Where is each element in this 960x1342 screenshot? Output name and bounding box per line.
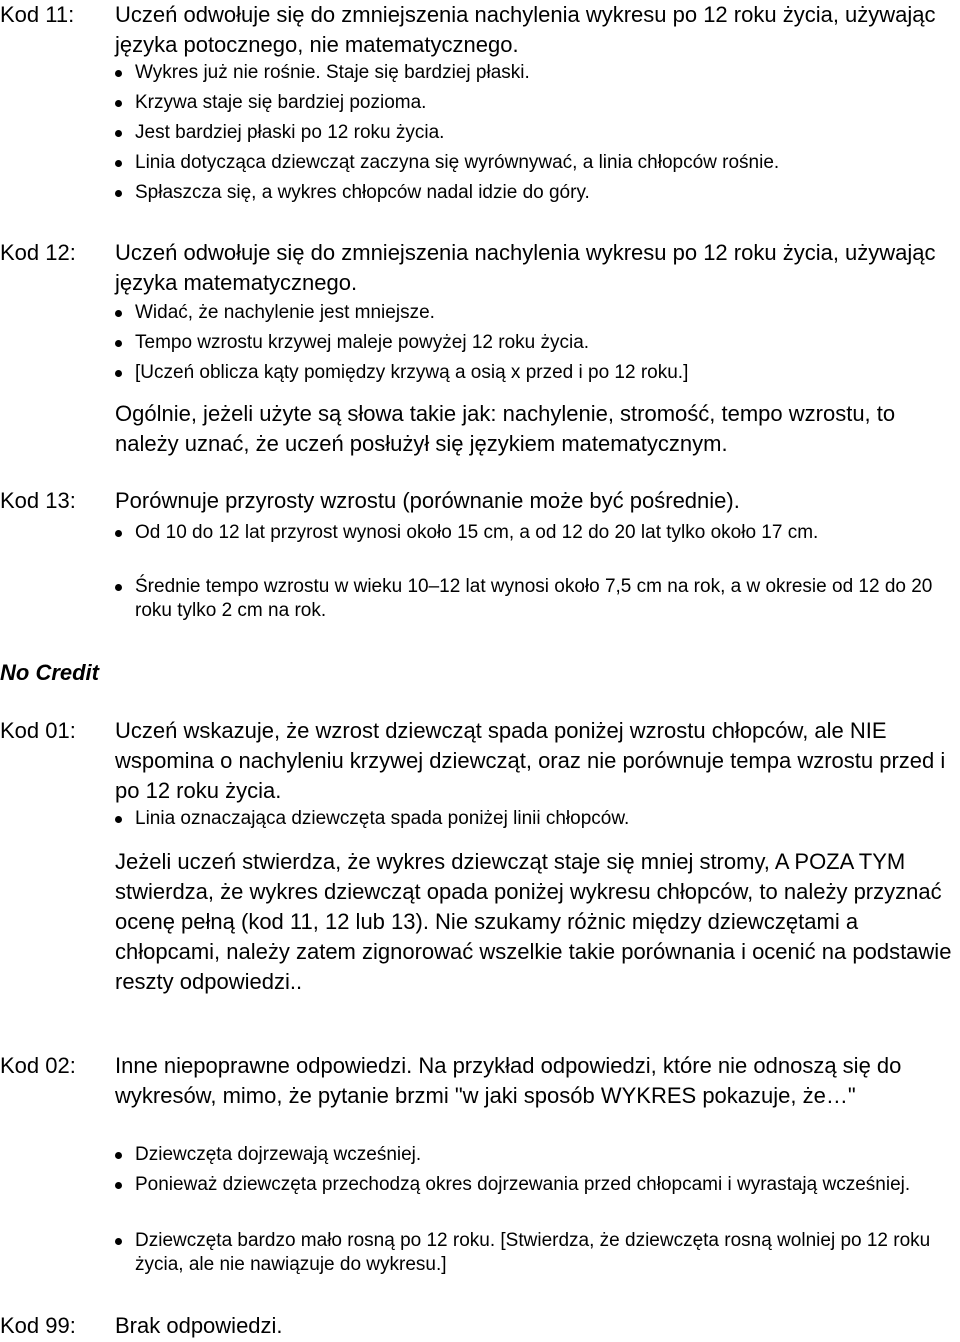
bullet-icon <box>115 130 122 137</box>
bullet-icon <box>115 160 122 167</box>
list-item: Średnie tempo wzrostu w wieku 10–12 lat wynosi około 7,5 cm na rok, a w okresie od 12 do 20 roku tylko 2 cm na rok. <box>112 575 956 629</box>
list-item: Krzywa staje się bardziej pozioma. <box>112 91 956 121</box>
list-item: Dziewczęta bardzo mało rosną po 12 roku. [Stwierdza, że dziewczęta rosną wolniej po 12 roku życia, ale nie nawiązuje do wykresu.] <box>112 1229 956 1283</box>
bullet-icon <box>115 1238 122 1245</box>
bullet-icon <box>115 340 122 347</box>
no-credit-heading: No Credit <box>0 660 99 685</box>
list-item: Tempo wzrostu krzywej maleje powyżej 12 roku życia. <box>112 331 956 361</box>
list-item: Widać, że nachylenie jest mniejsze. <box>112 301 956 331</box>
kod13-label: Kod 13: <box>0 488 76 513</box>
bullet-icon <box>115 1182 122 1189</box>
list-item: [Uczeń oblicza kąty pomiędzy krzywą a osią x przed i po 12 roku.] <box>112 361 956 391</box>
list-item: Od 10 do 12 lat przyrost wynosi około 15 cm, a od 12 do 20 lat tylko około 17 cm. <box>112 521 956 575</box>
list-item: Jest bardziej płaski po 12 roku życia. <box>112 121 956 151</box>
kod12-bullet-list <box>112 301 956 391</box>
kod99-text: Brak odpowiedzi. <box>115 1313 283 1338</box>
bullet-icon <box>115 1152 122 1159</box>
kod01-label: Kod 01: <box>0 718 76 743</box>
bullet-icon <box>115 70 122 77</box>
list-item: Dziewczęta dojrzewają wcześniej. <box>112 1143 956 1173</box>
kod01-note: Jeżeli uczeń stwierdza, że wykres dziewcząt staje się mniej stromy, A POZA TYM stwierdza, że wykres dziewcząt opada poniżej wykresu chłopców, to należy przyznać ocenę pełną (kod 11, 12 lub 13). Nie szukamy różnic między dziewczętami a chłopcami, należy zatem zignorować wszelkie takie porównania i ocenić na podstawie reszty odpowiedzi.. <box>115 849 952 994</box>
list-item: Wykres już nie rośnie. Staje się bardziej płaski. <box>112 61 956 91</box>
bullet-icon <box>115 190 122 197</box>
bullet-icon <box>115 530 122 537</box>
bullet-icon <box>115 816 122 823</box>
kod01-text: Uczeń wskazuje, że wzrost dziewcząt spada poniżej wzrostu chłopców, ale NIE wspomina o nachyleniu krzywej dziewcząt, oraz nie porównuje tempa wzrostu przed i po 12 roku życia. <box>115 718 946 803</box>
bullet-icon <box>115 100 122 107</box>
kod13-bullet-list <box>112 521 956 629</box>
kod01-bullet-list <box>112 807 956 837</box>
bullet-icon <box>115 310 122 317</box>
kod11-text: Uczeń odwołuje się do zmniejszenia nachylenia wykresu po 12 roku życia, używając języka potocznego, nie matematycznego. <box>115 2 936 57</box>
list-item: Linia dotycząca dziewcząt zaczyna się wyrównywać, a linia chłopców rośnie. <box>112 151 956 181</box>
bullet-icon <box>115 584 122 591</box>
kod11-label: Kod 11: <box>0 2 75 27</box>
kod02-bullet-list <box>112 1143 956 1283</box>
kod12-note: Ogólnie, jeżeli użyte są słowa takie jak: nachylenie, stromość, tempo wzrostu, to należy uznać, że uczeń posłużył się językiem matematycznym. <box>115 401 896 456</box>
list-item: Spłaszcza się, a wykres chłopców nadal idzie do góry. <box>112 181 956 211</box>
list-item: Ponieważ dziewczęta przechodzą okres dojrzewania przed chłopcami i wyrastają wcześniej. <box>112 1173 956 1229</box>
list-item: Linia oznaczająca dziewczęta spada poniżej linii chłopców. <box>112 807 956 837</box>
kod13-text: Porównuje przyrosty wzrostu (porównanie może być pośrednie). <box>115 488 740 513</box>
kod99-label: Kod 99: <box>0 1313 76 1338</box>
kod11-bullet-list <box>112 61 956 211</box>
bullet-icon <box>115 370 122 377</box>
kod12-text: Uczeń odwołuje się do zmniejszenia nachylenia wykresu po 12 roku życia, używając języka matematycznego. <box>115 240 936 295</box>
kod12-label: Kod 12: <box>0 240 76 265</box>
kod02-text: Inne niepoprawne odpowiedzi. Na przykład odpowiedzi, które nie odnoszą się do wykresów, mimo, że pytanie brzmi "w jaki sposób WYKRES pokazuje, że…" <box>115 1053 902 1108</box>
kod02-label: Kod 02: <box>0 1053 76 1078</box>
